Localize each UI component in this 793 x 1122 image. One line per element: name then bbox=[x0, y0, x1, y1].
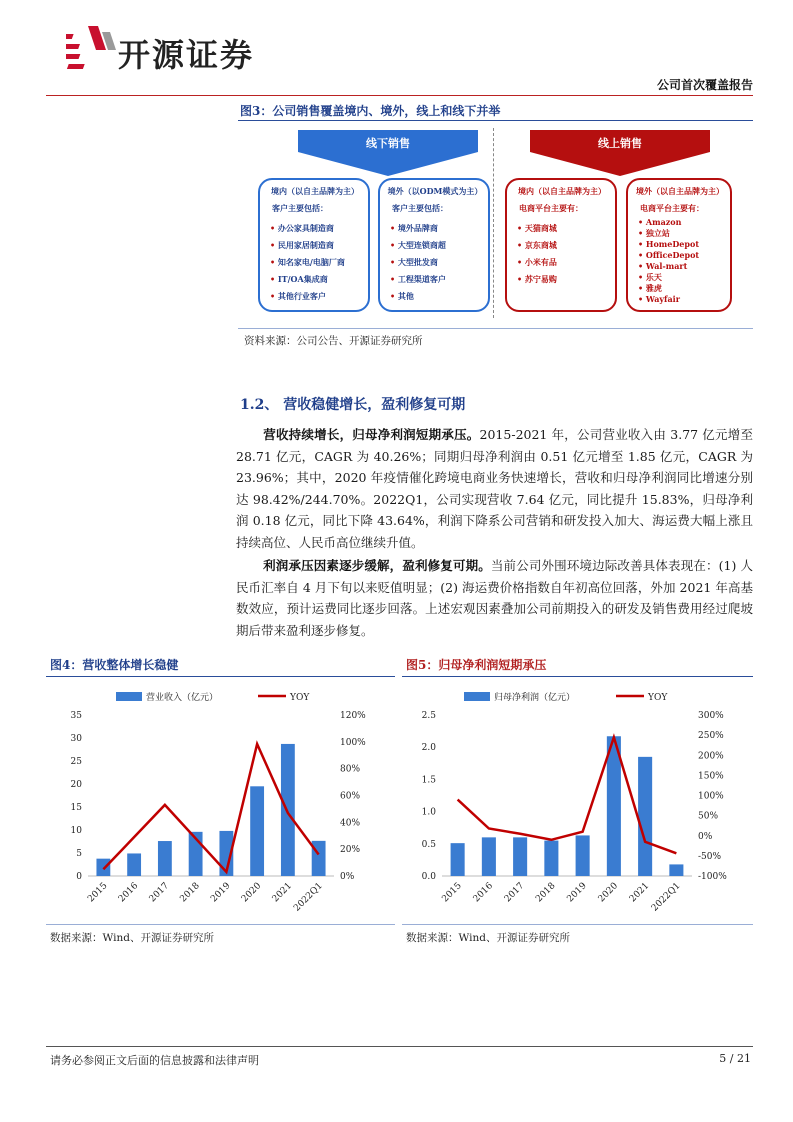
figure4-source: 数据来源：Wind、开源证券研究所 bbox=[50, 932, 214, 944]
figure5-bottom-rule bbox=[402, 924, 753, 925]
figure3-top-rule bbox=[238, 120, 753, 121]
x-tick-label: 2022Q1 bbox=[292, 881, 325, 914]
footer-disclaimer: 请务必参阅正文后面的信息披露和法律声明 bbox=[50, 1054, 259, 1067]
list-item: • Wayfair bbox=[638, 294, 726, 305]
y-tick-left: 30 bbox=[70, 734, 82, 744]
paragraph-profit bbox=[236, 555, 753, 641]
bar bbox=[451, 843, 465, 876]
section-heading: 1.2、 营收稳健增长，盈利修复可期 bbox=[240, 397, 466, 413]
x-tick-label: 2020 bbox=[596, 881, 620, 905]
legend-line-label: YOY bbox=[290, 693, 310, 703]
bar bbox=[250, 786, 264, 876]
list-item: • 办公家具制造商 bbox=[270, 220, 364, 237]
bar bbox=[513, 837, 527, 876]
offline-sales-label: 线下销售 bbox=[366, 137, 410, 150]
paragraph-body: 当前公司外围环境边际改善具体表现在：(1) 人民币汇率自 4 月下旬以来贬值明显；(2) 海运费价格指数自年初高位回落，外加 2021 年高基数效应，预计运费同比逐步回落。上述宏观因素叠加公司前期投入的研发及销售费用经过爬坡期后带来盈利逐步修复。 bbox=[236, 558, 753, 638]
figure5-top-rule bbox=[402, 676, 753, 677]
y-tick-left: 10 bbox=[70, 826, 82, 836]
x-tick-label: 2021 bbox=[627, 881, 652, 905]
x-tick-label: 2016 bbox=[471, 881, 495, 905]
y-tick-right: 0% bbox=[698, 831, 713, 842]
paragraph-body: 2015-2021 年，公司营业收入由 3.77 亿元增至 28.71 亿元，CAGR 为 40.26%；同期归母净利润由 0.51 亿元增至 1.85 亿元，CAGR 为 23.96%；其中，2020 年疫情催化跨境电商业务快速增长，营收和归母净利润同比增速分别达 98.42%/244.70%。2022Q1，公司实现营收 7.64 亿元，同比提升 15.83%，归母净利润 0.18 亿元，同比下降 43.64%，利润下降系公司营销和研发投入加大、海运费大幅上涨且持续高位、人民币高位继续升值。 bbox=[236, 427, 753, 550]
card-title: 境外（以自主品牌为主） bbox=[636, 186, 724, 196]
figure3-title: 图3：公司销售覆盖境内、境外，线上和线下并举 bbox=[240, 104, 501, 118]
x-tick-label: 2022Q1 bbox=[649, 881, 683, 914]
card-title: 境内（以自主品牌为主） bbox=[271, 186, 359, 196]
net-profit-chart bbox=[402, 680, 753, 920]
y-tick-right: 40% bbox=[340, 818, 361, 829]
y-tick-left: 0 bbox=[76, 872, 82, 882]
y-tick-left: 0.0 bbox=[421, 872, 436, 882]
card-title: 境外（以ODM模式为主） bbox=[387, 186, 483, 196]
list-item: • 其他 bbox=[390, 288, 484, 305]
legend-bar-label: 归母净利润（亿元） bbox=[494, 693, 576, 703]
figure3-divider bbox=[493, 128, 494, 318]
brand-name: 开源证券 bbox=[118, 36, 255, 74]
y-tick-left: 2.5 bbox=[421, 711, 436, 721]
list-item: • 大型连锁商超 bbox=[390, 237, 484, 254]
list-item: • 工程渠道客户 bbox=[390, 271, 484, 288]
card-subtitle: 客户主要包括： bbox=[272, 203, 328, 213]
list-item: • 知名家电/电脑厂商 bbox=[270, 254, 364, 271]
list-item: • 民用家居制造商 bbox=[270, 237, 364, 254]
card-subtitle: 客户主要包括： bbox=[392, 203, 448, 213]
list-item: • 乐天 bbox=[638, 272, 726, 283]
y-tick-right: 300% bbox=[698, 711, 724, 721]
list-item: • OfficeDepot bbox=[638, 250, 726, 261]
y-tick-left: 35 bbox=[70, 711, 82, 721]
y-tick-left: 2.0 bbox=[421, 743, 436, 754]
bar bbox=[576, 835, 590, 876]
paragraph-lead: 利润承压因素逐步缓解，盈利修复可期。 bbox=[263, 558, 491, 573]
y-tick-left: 0.5 bbox=[421, 839, 436, 850]
list-item: • 天猫商城 bbox=[517, 220, 611, 237]
y-tick-left: 5 bbox=[76, 849, 82, 859]
list-item: • Wal-mart bbox=[638, 261, 726, 272]
legend-bar-label: 营业收入（亿元） bbox=[146, 693, 219, 703]
y-tick-right: 120% bbox=[340, 711, 366, 721]
x-tick-label: 2015 bbox=[86, 881, 110, 905]
online-sales-label: 线上销售 bbox=[598, 137, 642, 150]
y-tick-right: 50% bbox=[698, 811, 719, 822]
card-online-domestic bbox=[505, 178, 617, 312]
legend-line-label: YOY bbox=[648, 693, 668, 703]
list-item: • 小米有品 bbox=[517, 254, 611, 271]
card-offline-overseas bbox=[378, 178, 490, 312]
x-tick-label: 2018 bbox=[178, 881, 202, 905]
x-tick-label: 2016 bbox=[116, 881, 141, 905]
list-item: • HomeDepot bbox=[638, 239, 726, 250]
y-tick-right: -50% bbox=[698, 851, 722, 862]
x-tick-label: 2020 bbox=[239, 881, 264, 905]
card-online-overseas bbox=[626, 178, 732, 312]
y-tick-right: 80% bbox=[340, 764, 361, 775]
y-tick-right: 100% bbox=[698, 791, 724, 802]
figure5-source: 数据来源：Wind、开源证券研究所 bbox=[406, 932, 570, 944]
figure4-title: 图4：营收整体增长稳健 bbox=[50, 658, 179, 672]
y-tick-right: 250% bbox=[698, 731, 724, 742]
x-tick-label: 2017 bbox=[147, 881, 171, 905]
card-subtitle: 电商平台主要有： bbox=[640, 203, 704, 213]
figure3-bottom-rule bbox=[238, 328, 753, 329]
paragraph-lead: 营收持续增长，归母净利润短期承压。 bbox=[263, 427, 480, 442]
legend-bar-swatch bbox=[116, 692, 142, 701]
x-tick-label: 2019 bbox=[209, 881, 233, 905]
y-tick-right: 20% bbox=[340, 845, 361, 856]
figure4-bottom-rule bbox=[46, 924, 395, 925]
x-tick-label: 2019 bbox=[565, 881, 589, 905]
figure3-source: 资料来源：公司公告、开源证券研究所 bbox=[244, 335, 423, 347]
y-tick-right: 0% bbox=[340, 872, 355, 882]
bar bbox=[669, 864, 683, 876]
bar bbox=[127, 853, 141, 876]
list-item: • 其他行业客户 bbox=[270, 288, 364, 305]
revenue-chart bbox=[46, 680, 395, 920]
y-tick-left: 1.5 bbox=[421, 775, 436, 786]
legend-bar-swatch bbox=[464, 692, 490, 701]
list-item: • IT/OA集成商 bbox=[270, 271, 364, 288]
y-tick-left: 25 bbox=[70, 757, 82, 767]
bar bbox=[544, 841, 558, 876]
y-tick-right: -100% bbox=[698, 872, 727, 882]
footer-rule bbox=[46, 1046, 753, 1047]
list-item: • 雅虎 bbox=[638, 283, 726, 294]
list-item: • 京东商城 bbox=[517, 237, 611, 254]
bar bbox=[158, 841, 172, 876]
y-tick-right: 150% bbox=[698, 771, 724, 782]
y-tick-left: 1.0 bbox=[421, 807, 436, 818]
page-number: 5 / 21 bbox=[719, 1052, 751, 1065]
figure4-top-rule bbox=[46, 676, 395, 677]
x-tick-label: 2018 bbox=[534, 881, 558, 905]
x-tick-label: 2017 bbox=[502, 881, 527, 905]
bar bbox=[96, 859, 110, 876]
y-tick-right: 60% bbox=[340, 791, 361, 802]
list-item: • 境外品牌商 bbox=[390, 220, 484, 237]
list-item: • 大型批发商 bbox=[390, 254, 484, 271]
report-type: 公司首次覆盖报告 bbox=[656, 78, 753, 92]
y-tick-right: 100% bbox=[340, 737, 366, 748]
figure5-title: 图5：归母净利润短期承压 bbox=[406, 658, 547, 672]
y-tick-right: 200% bbox=[698, 751, 724, 762]
list-item: • 独立站 bbox=[638, 228, 726, 239]
card-offline-domestic bbox=[258, 178, 370, 312]
list-item: • Amazon bbox=[638, 217, 726, 228]
card-subtitle: 电商平台主要有： bbox=[519, 203, 583, 213]
y-tick-left: 20 bbox=[70, 780, 82, 790]
list-item: • 苏宁易购 bbox=[517, 271, 611, 288]
header-rule bbox=[46, 95, 753, 96]
bar bbox=[482, 837, 496, 876]
x-tick-label: 2021 bbox=[270, 881, 294, 905]
card-title: 境内（以自主品牌为主） bbox=[518, 186, 606, 196]
paragraph-revenue bbox=[236, 424, 753, 553]
bar bbox=[638, 757, 652, 876]
y-tick-left: 15 bbox=[70, 803, 82, 813]
x-tick-label: 2015 bbox=[440, 881, 464, 905]
